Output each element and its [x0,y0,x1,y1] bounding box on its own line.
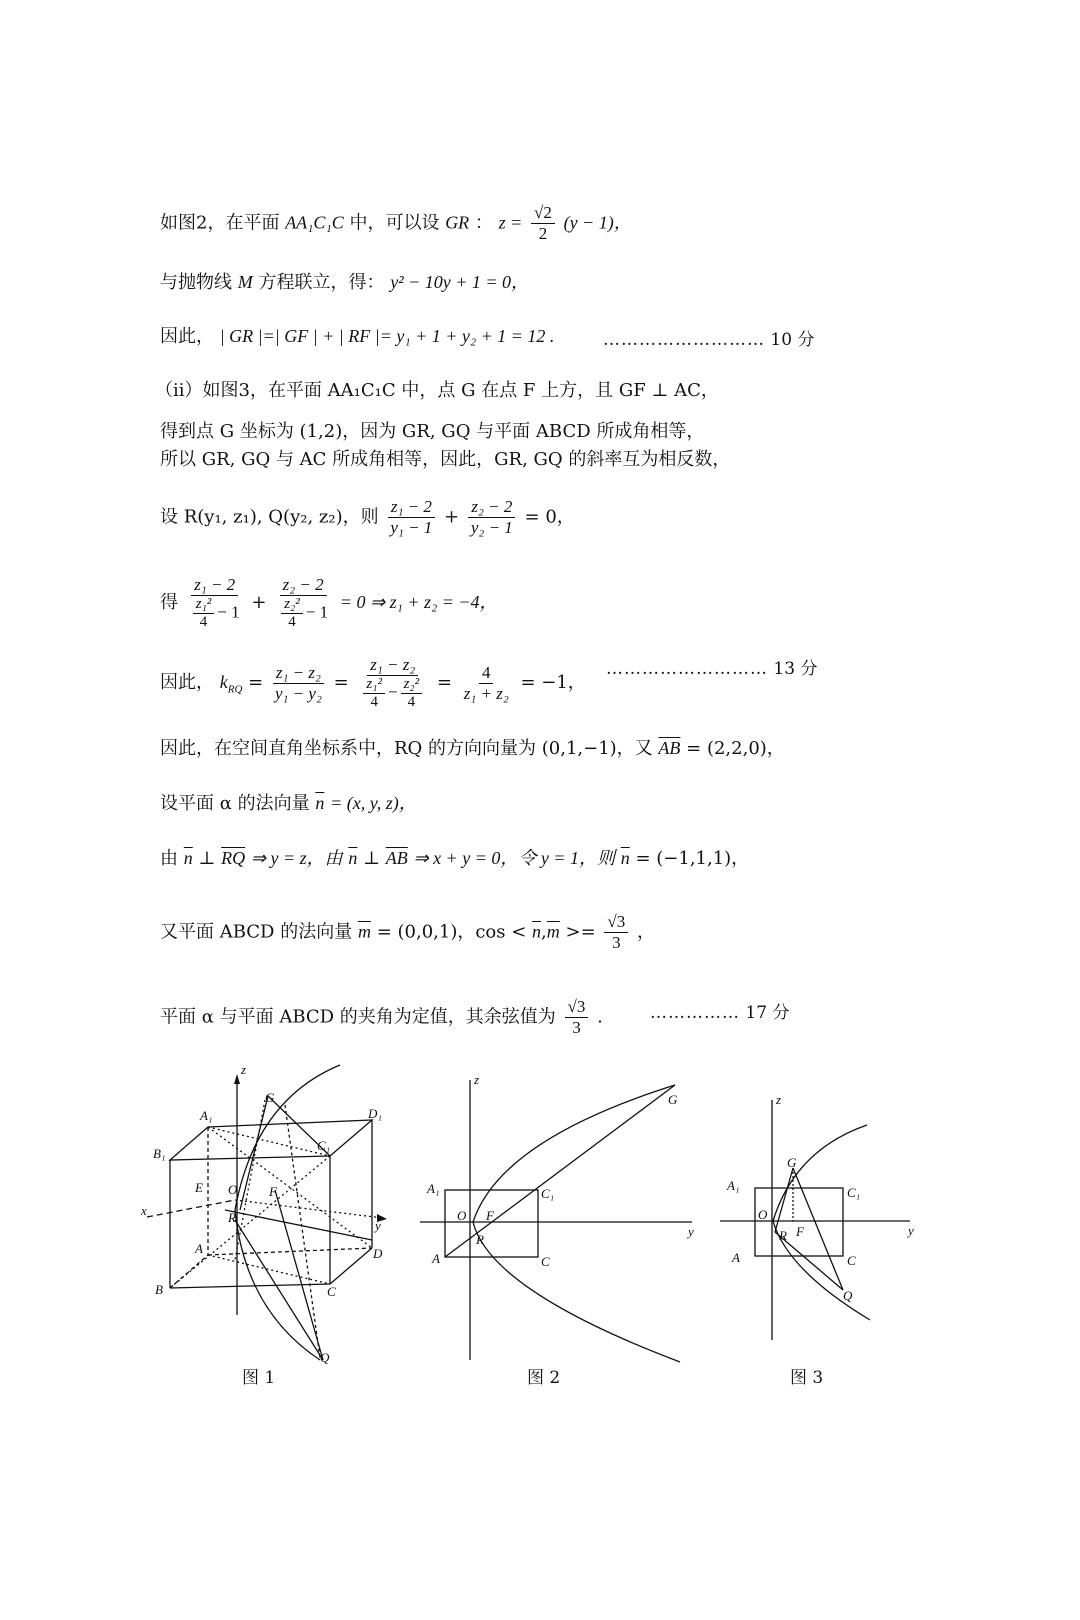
denominator: 4 [407,694,416,710]
slope-subscript: RQ [227,683,243,696]
label-o: O [457,1208,467,1223]
text-segment: = (x, y, z)， [330,793,417,813]
numerator: √3 [565,997,589,1018]
line-set-r-q [160,497,575,538]
text-segment: 中，可以设 [349,212,440,234]
label-b: B [155,1282,163,1297]
operator: = [333,672,349,693]
label-x: x [141,1203,147,1218]
denominator [187,596,243,631]
line-slope-opposite [160,448,730,472]
text-segment: 得 [160,592,178,613]
line-g-coordinate [160,420,704,444]
denominator: 2 [538,224,548,243]
dot-leader: ……………………… [603,330,765,350]
label-d: D [373,1246,383,1261]
edge-bc [170,1284,330,1288]
vector-ab: $\overline{AB}$ [658,738,681,758]
dot-leader: …………… [650,1003,740,1023]
line-substitution [160,575,498,631]
vector-n: $\overline{n}$ [183,848,193,868]
inner-fraction [363,676,385,711]
numerator: z₂ − 2 [280,575,327,596]
denominator: y₂ − 1 [470,518,513,537]
line-slope-rq [160,655,586,711]
operator: − [387,682,398,702]
text-segment: 如图2，在平面 [160,212,280,234]
fraction-compound-2 [275,575,331,631]
dot-leader: ……………………… [606,659,768,679]
text-segment: 因此， [160,672,214,693]
text-segment: = 0 ⇒ z₁ + z₂ = −4， [339,592,498,612]
text-segment: ： [474,212,493,234]
label-r: R [476,1232,484,1247]
denominator [275,596,331,631]
text-segment: 得到点 G 坐标为 (1,2)，因为 GR, GQ 与平面 ABCD 所成角相等， [160,421,705,442]
fraction-sqrt3-over-3 [604,912,628,953]
line-conclusion [160,997,603,1038]
label-z: z [776,1092,782,1107]
denominator: y₁ − y₂ [274,683,322,703]
label-z: z [241,1062,247,1077]
caption-figure-2: 图 2 [527,1368,561,1388]
label-y: y [908,1223,914,1238]
label-b1: B₁ [153,1146,166,1161]
label-g: G [787,1155,797,1170]
vector-m: $\overline{m}$ [357,921,371,942]
line-solve-normal [160,846,749,871]
text-segment: = 0， [524,506,575,528]
vector-n: $\overline{n}$ [348,848,358,868]
plane-name: AA₁C₁C [285,212,344,233]
fraction-sqrt2-over-2 [531,203,555,244]
score-marker-10 [603,325,814,350]
edge-cd [330,1248,372,1284]
numerator: z₁ − 2 [191,575,238,596]
inner-fraction [281,596,303,631]
figure-1-cube [135,1060,405,1380]
denominator: 4 [199,614,208,630]
denominator: 3 [612,933,621,952]
label-c1: C₁ [317,1138,331,1153]
score-label: 17 分 [745,1003,790,1023]
line-fq [275,1190,323,1360]
figure-2-plane [410,1070,700,1370]
line-gr-equation [160,203,632,244]
numerator: z₁ − 2 [388,497,435,518]
vector-n: $\overline{n}$ [620,848,630,868]
equation-rhs: (y − 1)， [563,212,632,233]
numerator: z₁² [193,596,215,614]
denominator: y₁ − 1 [390,518,433,537]
text-segment: 所以 GR, GQ 与 AC 所成角相等，因此，GR, GQ 的斜率互为相反数， [160,449,731,470]
vector-rq: $\overline{RQ}$ [221,848,246,868]
operator: = [436,672,452,693]
line-normal-vector [160,791,417,816]
operator: ⊥ [198,848,216,869]
operator: + [251,592,267,613]
cube-top-face [170,1120,372,1160]
line-direction-vector [160,736,785,761]
text-segment: = (−1,1,1)， [635,848,750,869]
text-segment: . [597,1006,603,1028]
edge-ab [170,1255,208,1288]
vector-n: $\overline{n}$ [315,793,325,813]
line-cosine [160,912,655,953]
operator: + [444,506,460,528]
label-o: O [758,1207,768,1222]
line-parabola-system [160,270,529,295]
fraction-compound-1 [187,575,243,631]
denominator: 4 [370,694,378,710]
line-name: GR [445,212,470,233]
text-segment: ， [636,921,655,943]
fraction-compound-3 [357,655,428,711]
label-a: A [432,1251,440,1266]
caption-figure-3: 图 3 [790,1368,824,1388]
diag-a1c1 [208,1127,330,1156]
text-segment: 由 [160,848,178,869]
diag-ac [208,1255,330,1284]
numerator: z₁² [363,676,385,694]
text-segment: >= [565,921,596,943]
diag-c1b [170,1156,330,1288]
vector-ab: $\overline{AB}$ [385,848,408,868]
text-segment: − 1 [305,602,329,622]
numerator: z₂ − 2 [468,497,515,518]
label-q: Q [843,1288,853,1303]
label-c1: C₁ [541,1186,555,1201]
numerator: z₂² [281,596,303,614]
text-segment: 因此，在空间直角坐标系中，RQ 的方向向量为 (0,1,−1)，又 [160,738,653,759]
label-f: F [796,1224,804,1239]
fraction-sqrt3-over-3 [565,997,589,1038]
line-g-o [240,1096,268,1210]
label-f: F [486,1208,494,1223]
text-segment: （ii）如图3，在平面 AA₁C₁C 中，点 G 在点 F 上方，且 GF ⊥ AC， [155,380,719,401]
text-segment: ⇒ y = z，由 [250,848,343,868]
x-axis [147,1200,235,1217]
denominator: 3 [572,1018,581,1037]
label-c: C [541,1254,550,1269]
figure-3-plane [715,1090,920,1350]
operator: = [248,672,264,693]
parabola-curve [235,1065,340,1360]
slope-symbol: k [219,672,228,692]
label-c1: C₁ [847,1185,861,1200]
numerator: z₂² [401,676,423,694]
label-a1: A₁ [200,1108,213,1123]
operator: ⊥ [363,848,381,869]
label-y: y [375,1218,381,1233]
inner-fraction [401,676,423,711]
label-y: y [688,1224,694,1239]
text-segment: 设 R(y₁, z₁), Q(y₂, z₂)，则 [160,506,379,528]
label-a: A [732,1250,740,1265]
fraction-slope-gr [387,497,435,538]
text-segment: = −1， [520,672,586,693]
numerator: 4 [479,663,494,684]
numerator: z₁ − z₂ [273,663,324,684]
text-segment: = (2,2,0)， [686,738,785,759]
text-segment: 与抛物线 [160,272,232,293]
length-equation: | GR |=| GF | + | RF |= y₁ + 1 + y₂ + 1 = 12 . [219,326,555,346]
text-segment: 方程联立，得： [258,272,385,293]
label-c: C [327,1284,336,1299]
label-a1: A₁ [727,1178,740,1193]
label-r: R [228,1210,236,1225]
label-z: z [474,1072,480,1087]
score-label: 10 分 [770,330,815,350]
text-segment: 平面 α 与平面 ABCD 的夹角为定值，其余弦值为 [160,1006,556,1028]
label-a: A [195,1241,203,1256]
line-gr [775,1168,793,1232]
denominator: z₁ + z₂ [463,683,509,703]
z-axis-arrow [234,1074,240,1084]
parabola-name: M [237,272,253,292]
label-d1: D₁ [368,1106,382,1121]
text-segment: 又平面 ABCD 的法向量 [160,921,353,943]
line-gr-length [160,324,554,349]
label-c: C [847,1253,856,1268]
text-segment: ⇒ x + y = 0，令 y = 1，则 [413,848,615,868]
text-segment: , [541,921,547,943]
text-segment: = (0,0,1)，cos < [376,921,527,943]
score-marker-13 [606,654,817,679]
label-r: R [779,1228,787,1243]
denominator [357,676,428,711]
y-axis [235,1200,383,1218]
rectangle-aa1c1c [755,1188,843,1256]
label-o: O [228,1182,238,1197]
label-g: G [265,1090,275,1105]
text-segment: 设平面 α 的法向量 [160,793,310,814]
vector-n: $\overline{n}$ [532,921,542,942]
label-e: E [195,1180,203,1195]
vector-m: $\overline{m}$ [546,921,560,942]
caption-figure-1: 图 1 [242,1368,276,1388]
line-part-ii-intro [155,379,719,403]
line-gq-hidden [285,1105,320,1358]
label-a1: A₁ [427,1181,440,1196]
score-marker-17 [650,998,789,1023]
equation-lhs: z = [498,212,523,233]
parabola-curve [473,1085,680,1362]
denominator: 4 [288,614,296,630]
fraction-final [461,663,512,704]
text-segment: 因此， [160,326,214,347]
label-g: G [668,1092,678,1107]
numerator: √2 [531,203,555,224]
numerator: √3 [604,912,628,933]
quadratic-equation: y² − 10y + 1 = 0， [390,272,530,292]
label-q: Q [320,1350,330,1365]
score-label: 13 分 [773,659,818,679]
numerator: z₁ − z₂ [367,655,418,676]
fraction-slope-gq [468,497,516,538]
inner-fraction [193,596,215,631]
label-f: F [269,1184,277,1199]
fraction-delta [272,663,325,704]
text-segment: − 1 [217,602,240,622]
edge-ad [208,1248,372,1255]
line-rq [235,1220,323,1360]
